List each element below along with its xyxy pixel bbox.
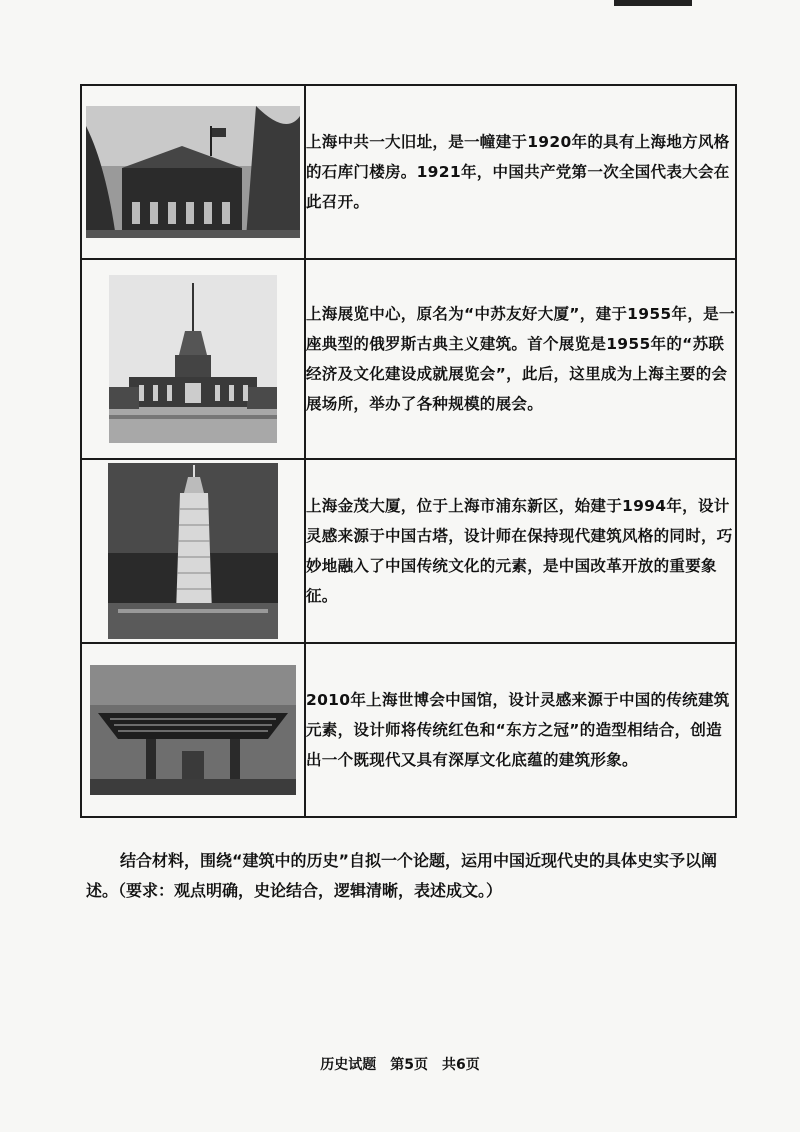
photo-cell [81, 459, 305, 643]
cpc-first-congress-site-photo [86, 106, 300, 238]
material-row [81, 643, 736, 817]
material-row [81, 85, 736, 259]
material-text: 2010年上海世博会中国馆，设计灵感来源于中国的传统建筑元素，设计师将传统红色和“东方之冠”的造型相结合，创造出一个既现代又具有深厚文化底蕴的建筑形象。 [306, 691, 730, 769]
page-footer: 历史试题 第5页 共6页 [320, 1057, 480, 1073]
china-pavilion-photo [90, 665, 296, 795]
question-prompt: 结合材料，围绕“建筑中的历史”自拟一个论题，运用中国近现代史的具体史实予以阐述。（要求：观点明确，史论结合，逻辑清晰，表述成文。） [86, 851, 718, 900]
material-text-cell [305, 259, 736, 459]
materials-table [80, 84, 737, 818]
photo-cell [81, 259, 305, 459]
top-edge-mark [614, 0, 692, 6]
material-text-cell [305, 85, 736, 259]
material-row [81, 259, 736, 459]
jin-mao-tower-photo [108, 463, 278, 639]
photo-cell [81, 643, 305, 817]
shanghai-exhibition-center-photo [109, 275, 277, 443]
material-text-cell [305, 643, 736, 817]
material-text: 上海金茂大厦，位于上海市浦东新区，始建于1994年，设计灵感来源于中国古塔，设计师在保持现代建筑风格的同时，巧妙地融入了中国传统文化的元素，是中国改革开放的重要象征。 [306, 497, 733, 605]
photo-cell [81, 85, 305, 259]
material-text: 上海中共一大旧址，是一幢建于1920年的具有上海地方风格的石库门楼房。1921年，中国共产党第一次全国代表大会在此召开。 [306, 133, 730, 211]
material-row [81, 459, 736, 643]
material-text: 上海展览中心，原名为“中苏友好大厦”，建于1955年，是一座典型的俄罗斯古典主义建筑。首个展览是1955年的“苏联经济及文化建设成就展览会”，此后，这里成为上海主要的会展场所，举办了各种规模的展会。 [306, 305, 735, 413]
material-text-cell [305, 459, 736, 643]
